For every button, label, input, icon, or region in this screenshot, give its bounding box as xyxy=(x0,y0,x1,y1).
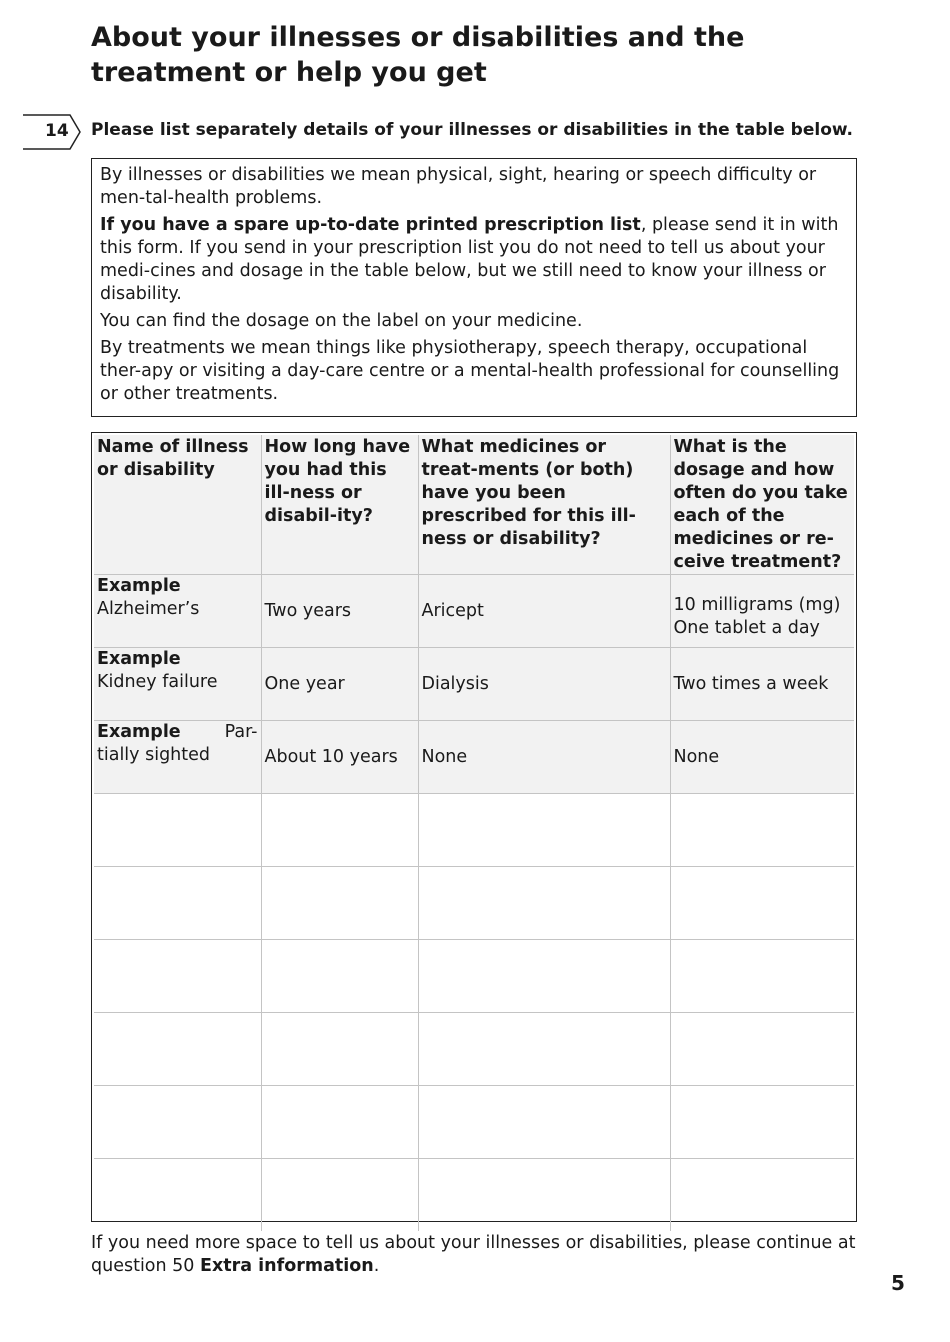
entry-duration-cell[interactable] xyxy=(261,867,418,940)
example-name: Alzheimer’s xyxy=(97,599,200,619)
entry-duration-cell[interactable] xyxy=(261,940,418,1013)
example-treatment: Dialysis xyxy=(418,648,670,721)
question-number: 14 xyxy=(45,121,69,141)
entry-duration-cell[interactable] xyxy=(261,1086,418,1159)
entry-duration-cell[interactable] xyxy=(261,794,418,867)
example-dosage: None xyxy=(670,721,854,794)
entry-dosage-cell[interactable] xyxy=(670,867,854,940)
example-row xyxy=(94,721,854,794)
info-paragraph-prescription xyxy=(100,214,848,306)
entry-row xyxy=(94,1159,854,1232)
example-label: Example xyxy=(97,576,181,596)
example-treatment: None xyxy=(418,721,670,794)
example-dosage: Two times a week xyxy=(670,648,854,721)
example-duration: One year xyxy=(261,648,418,721)
example-row xyxy=(94,648,854,721)
entry-name-cell[interactable] xyxy=(94,1086,261,1159)
example-label: Example xyxy=(97,649,181,669)
footnote-end: . xyxy=(373,1256,380,1276)
example-name-line xyxy=(97,721,258,744)
entry-medicines-cell[interactable] xyxy=(418,940,670,1013)
example-name-part: tially sighted xyxy=(97,745,211,765)
header-illness-name: Name of illness or disability xyxy=(94,435,261,575)
entry-name-cell[interactable] xyxy=(94,794,261,867)
entry-medicines-cell[interactable] xyxy=(418,1159,670,1232)
header-medicines: What medicines or treat-ments (or both) have you been prescribed for this ill-ness or disability? xyxy=(418,435,670,575)
example-duration: About 10 years xyxy=(261,721,418,794)
header-dosage: What is the dosage and how often do you take each of the medicines or re-ceive treatment? xyxy=(670,435,854,575)
footnote-text: If you need more space to tell us about your illnesses or disabilities, please continue at question 50 xyxy=(91,1233,856,1276)
entry-name-cell[interactable] xyxy=(94,1013,261,1086)
example-label: Example xyxy=(97,722,181,742)
entry-dosage-cell[interactable] xyxy=(670,940,854,1013)
footnote xyxy=(91,1232,861,1278)
info-paragraph-dosage: You can find the dosage on the label on your medicine. xyxy=(100,311,583,331)
example-duration: Two years xyxy=(261,575,418,648)
example-name-cell xyxy=(94,575,261,648)
entry-row xyxy=(94,1013,854,1086)
entry-row xyxy=(94,794,854,867)
question-number-badge xyxy=(23,114,93,150)
info-prescription-bold: If you have a spare up-to-date printed prescription list xyxy=(100,215,641,235)
entry-row xyxy=(94,1086,854,1159)
entry-dosage-cell[interactable] xyxy=(670,794,854,867)
entry-dosage-cell[interactable] xyxy=(670,1013,854,1086)
entry-duration-cell[interactable] xyxy=(261,1159,418,1232)
illness-table xyxy=(94,435,854,1231)
example-dosage-cell xyxy=(670,575,854,648)
entry-dosage-cell[interactable] xyxy=(670,1159,854,1232)
example-name-cell xyxy=(94,721,261,794)
table-header-row xyxy=(94,435,854,575)
info-prescription-rest: , please send it in with this form. If you send in your prescription list you do not need to tell us about your medi-cines and dosage in the table below, but we still need to know your illness or disability. xyxy=(100,215,839,304)
header-duration: How long have you had this ill-ness or disabil-ity? xyxy=(261,435,418,575)
example-treatment: Aricept xyxy=(418,575,670,648)
info-paragraph-definitions: By illnesses or disabilities we mean physical, sight, hearing or speech difficulty or men-tal-health problems. xyxy=(100,165,817,208)
example-dosage-line: 10 milligrams (mg) xyxy=(673,595,841,615)
entry-dosage-cell[interactable] xyxy=(670,1086,854,1159)
example-name-cell xyxy=(94,648,261,721)
section-title: About your illnesses or disabilities and the treatment or help you get xyxy=(91,22,745,88)
entry-medicines-cell[interactable] xyxy=(418,867,670,940)
entry-medicines-cell[interactable] xyxy=(418,1013,670,1086)
example-dosage-line: One tablet a day xyxy=(673,618,820,638)
entry-row xyxy=(94,867,854,940)
illness-table-frame xyxy=(91,432,857,1222)
page-number: 5 xyxy=(891,1271,905,1295)
info-paragraph-treatments: By treatments we mean things like physiotherapy, speech therapy, occupational ther-apy or visiting a day-care centre or a mental-health professional for counselling or other treatments. xyxy=(100,338,840,404)
entry-duration-cell[interactable] xyxy=(261,1013,418,1086)
example-row xyxy=(94,575,854,648)
info-box xyxy=(91,158,857,417)
example-name: Kidney failure xyxy=(97,672,218,692)
entry-medicines-cell[interactable] xyxy=(418,1086,670,1159)
example-name-part: Par- xyxy=(224,722,258,742)
footnote-bold: Extra information xyxy=(200,1256,374,1276)
entry-row xyxy=(94,940,854,1013)
entry-name-cell[interactable] xyxy=(94,867,261,940)
entry-medicines-cell[interactable] xyxy=(418,794,670,867)
entry-name-cell[interactable] xyxy=(94,1159,261,1232)
question-text: Please list separately details of your illnesses or disabilities in the table below. xyxy=(91,120,853,140)
entry-name-cell[interactable] xyxy=(94,940,261,1013)
